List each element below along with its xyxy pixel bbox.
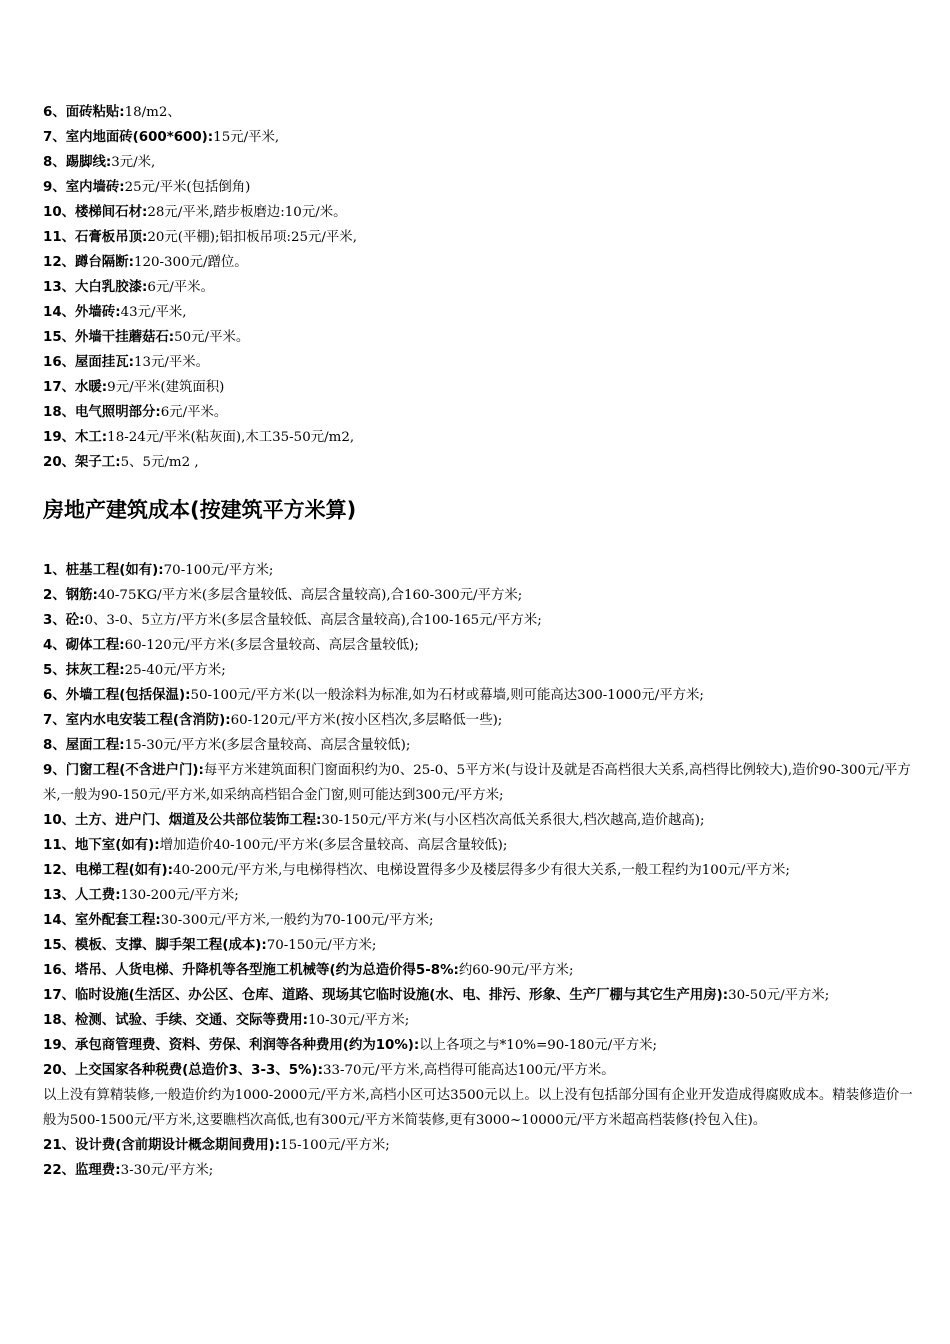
item-label: 6、外墙工程(包括保温):: [43, 688, 191, 703]
item-label: 14、室外配套工程:: [43, 913, 161, 928]
item-text: 50元/平米。: [174, 330, 250, 345]
list-item: [43, 400, 915, 425]
item-text: 40-200元/平方米,与电梯得档次、电梯设置得多少及楼层得多少有很大关系,一般工程约为100元/平方米;: [172, 863, 790, 878]
note-paragraph: 以上没有算精装修,一般造价约为1000-2000元/平方米,高档小区可达3500元以上。以上没有包括部分国有企业开发造成得腐败成本。精装修造价一般为500-1500元/平方米,这要瞧档次高低,也有300元/平方米简装修,更有3000~10000元/平方米超高档装修(拎包入住)。: [43, 1088, 913, 1128]
item-text: 43元/平米,: [120, 305, 187, 320]
list-item: [43, 1008, 915, 1033]
item-text: 3元/米,: [111, 155, 156, 170]
item-text: 33-70元/平方米,高档得可能高达100元/平方米。: [322, 1063, 615, 1078]
list-item: [43, 450, 915, 475]
item-text: 5、5元/m2 ,: [120, 455, 199, 470]
list-item: [43, 758, 915, 808]
item-text: 15-100元/平方米;: [280, 1138, 390, 1153]
item-text: 40-75KG/平方米(多层含量较低、高层含量较高),合160-300元/平方米;: [97, 588, 523, 603]
list-item: [43, 908, 915, 933]
item-text: 30-150元/平方米(与小区档次高低关系很大,档次越高,造价越高);: [321, 813, 705, 828]
list-item: [43, 375, 915, 400]
item-label: 1、桩基工程(如有):: [43, 563, 164, 578]
list-item: [43, 633, 915, 658]
list-item: [43, 1058, 915, 1083]
list-item: [43, 933, 915, 958]
item-label: 13、大白乳胶漆:: [43, 280, 148, 295]
list-item: [43, 708, 915, 733]
list-item: [43, 808, 915, 833]
item-label: 13、人工费:: [43, 888, 121, 903]
item-text: 3-30元/平方米;: [120, 1163, 214, 1178]
list-item: [43, 425, 915, 450]
item-text: 18-24元/平米(粘灰面),木工35-50元/m2,: [107, 430, 355, 445]
item-label: 20、架子工:: [43, 455, 121, 470]
item-label: 19、承包商管理费、资料、劳保、利润等各种费用(约为10%):: [43, 1038, 420, 1053]
list-item: [43, 658, 915, 683]
item-text: 60-120元/平方米(多层含量较高、高层含量较低);: [124, 638, 419, 653]
item-label: 4、砌体工程:: [43, 638, 125, 653]
item-text: 18/m2、: [124, 105, 181, 120]
item-label: 21、设计费(含前期设计概念期间费用):: [43, 1138, 281, 1153]
item-text: 0、3-0、5立方/平方米(多层含量较低、高层含量较高),合100-165元/平方米;: [84, 613, 542, 628]
item-text: 120-300元/蹭位。: [133, 255, 248, 270]
item-text: 6元/平米。: [160, 405, 228, 420]
list-item: [43, 608, 915, 633]
item-label: 12、蹲台隔断:: [43, 255, 134, 270]
list-item: [43, 558, 915, 583]
list-item: [43, 200, 915, 225]
item-label: 17、水暖:: [43, 380, 108, 395]
list-item: [43, 225, 915, 250]
item-text: 以上各项之与*10%=90-180元/平方米;: [419, 1038, 657, 1053]
item-text: 25元/平米(包括倒角): [124, 180, 251, 195]
item-text: 60-120元/平方米(按小区档次,多层略低一些);: [230, 713, 503, 728]
list-item: [43, 250, 915, 275]
item-label: 22、监理费:: [43, 1163, 121, 1178]
item-label: 19、木工:: [43, 430, 108, 445]
item-label: 15、模板、支撑、脚手架工程(成本):: [43, 938, 267, 953]
item-label: 3、砼:: [43, 613, 85, 628]
item-label: 10、土方、进户门、烟道及公共部位装饰工程:: [43, 813, 322, 828]
item-label: 18、电气照明部分:: [43, 405, 161, 420]
item-text: 20元(平棚);铝扣板吊项:25元/平米,: [147, 230, 357, 245]
list-item: [43, 1133, 915, 1158]
item-label: 11、石膏板吊顶:: [43, 230, 148, 245]
item-text: 10-30元/平方米;: [308, 1013, 410, 1028]
document-page: [43, 100, 915, 1183]
item-text: 130-200元/平方米;: [120, 888, 239, 903]
item-text: 28元/平米,踏步板磨边:10元/米。: [147, 205, 347, 220]
item-text: 13元/平米。: [133, 355, 210, 370]
list-item: [43, 325, 915, 350]
section-heading: 房地产建筑成本(按建筑平方米算): [43, 498, 357, 522]
item-label: 9、门窗工程(不含进户门):: [43, 763, 204, 778]
item-text: 50-100元/平方米(以一般涂料为标准,如为石材或幕墙,则可能高达300-1000元/平方米;: [190, 688, 704, 703]
item-text: 70-150元/平方米;: [266, 938, 377, 953]
item-text: 70-100元/平方米;: [163, 563, 274, 578]
list-item: [43, 350, 915, 375]
item-text: 约60-90元/平方米;: [458, 963, 574, 978]
item-label: 14、外墙砖:: [43, 305, 121, 320]
item-text: 增加造价40-100元/平方米(多层含量较高、高层含量较低);: [159, 838, 508, 853]
item-label: 10、楼梯间石材:: [43, 205, 148, 220]
item-label: 12、电梯工程(如有):: [43, 863, 173, 878]
list-item: [43, 1158, 915, 1183]
item-text: 6元/平米。: [147, 280, 214, 295]
list-item: [43, 683, 915, 708]
item-label: 11、地下室(如有):: [43, 838, 160, 853]
item-text: 30-50元/平方米;: [728, 988, 830, 1003]
list-item: [43, 858, 915, 883]
list-item: [43, 125, 915, 150]
item-label: 5、抹灰工程:: [43, 663, 125, 678]
item-text: 30-300元/平方米,一般约为70-100元/平方米;: [160, 913, 434, 928]
item-label: 7、室内地面砖(600*600):: [43, 130, 214, 145]
list-item: [43, 983, 915, 1008]
unit-price-list: [43, 100, 915, 475]
item-label: 7、室内水电安装工程(含消防):: [43, 713, 231, 728]
item-label: 6、面砖粘贴:: [43, 105, 125, 120]
list-item: [43, 883, 915, 908]
item-label: 8、踢脚线:: [43, 155, 112, 170]
list-item: [43, 175, 915, 200]
list-item: [43, 100, 915, 125]
item-text: 15-30元/平方米(多层含量较高、高层含量较低);: [124, 738, 411, 753]
item-label: 16、屋面挂瓦:: [43, 355, 134, 370]
item-text: 9元/平米(建筑面积): [107, 380, 225, 395]
item-label: 18、检测、试验、手续、交通、交际等费用:: [43, 1013, 309, 1028]
list-item: [43, 1033, 915, 1058]
item-text: 25-40元/平方米;: [124, 663, 226, 678]
list-item: [43, 300, 915, 325]
list-item: [43, 275, 915, 300]
item-label: 9、室内墙砖:: [43, 180, 125, 195]
list-item: [43, 833, 915, 858]
list-item: [43, 733, 915, 758]
fee-list: [43, 1133, 915, 1183]
item-label: 17、临时设施(生活区、办公区、仓库、道路、现场其它临时设施(水、电、排污、形象、生产厂棚与其它生产用房):: [43, 988, 729, 1003]
item-label: 20、上交国家各种税费(总造价3、3-3、5%):: [43, 1063, 323, 1078]
item-label: 2、钢筋:: [43, 588, 98, 603]
item-text: 15元/平米,: [213, 130, 280, 145]
list-item: [43, 150, 915, 175]
list-item: [43, 958, 915, 983]
item-label: 16、塔吊、人货电梯、升降机等各型施工机械等(约为总造价得5-8%:: [43, 963, 459, 978]
item-label: 8、屋面工程:: [43, 738, 125, 753]
item-label: 15、外墙干挂蘑菇石:: [43, 330, 175, 345]
list-item: [43, 583, 915, 608]
cost-breakdown-list: [43, 558, 915, 1083]
item-text: 每平方米建筑面积门窗面积约为0、25-0、5平方米(与设计及就是否高档很大关系,高档得比例较大),造价90-300元/平方米,一般为90-150元/平方米,如采纳高档铝合金门窗,则可能达到300元/平方米;: [43, 763, 911, 803]
